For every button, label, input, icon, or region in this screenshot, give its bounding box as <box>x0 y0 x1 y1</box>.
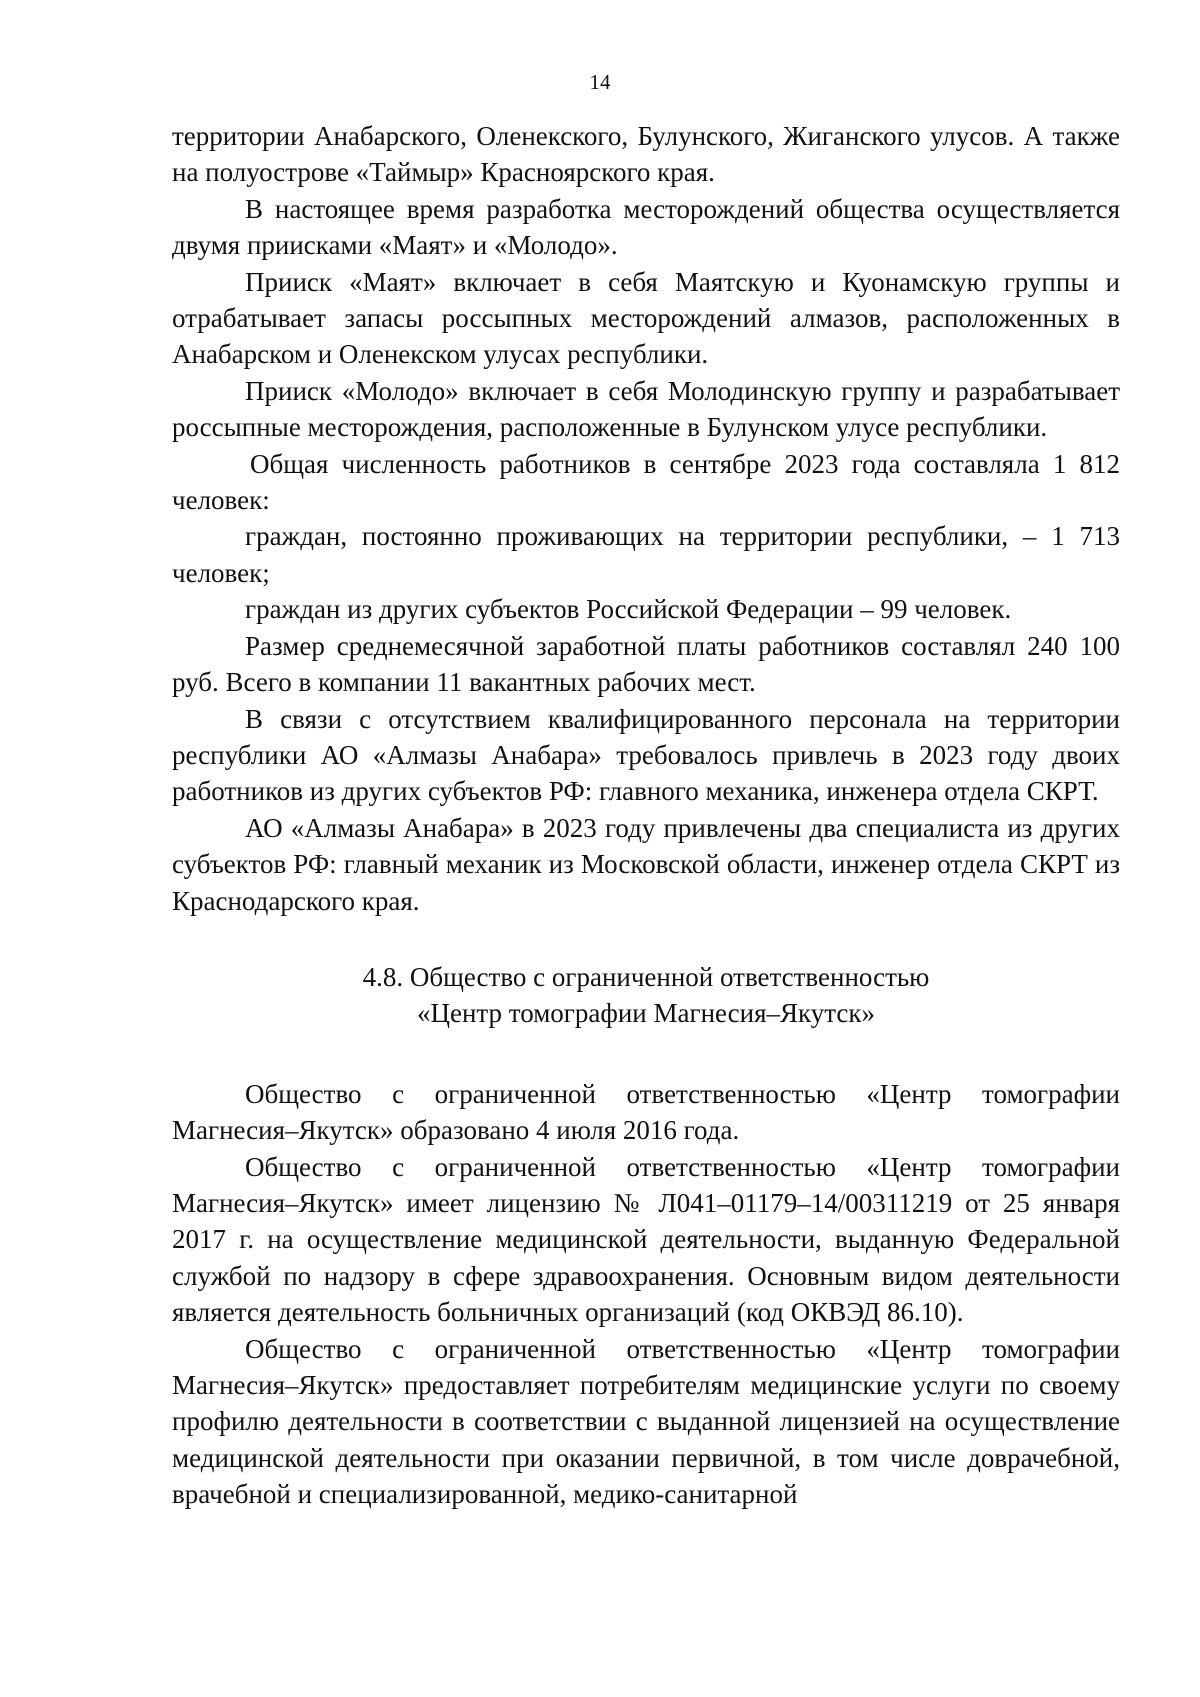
paragraph: граждан из других субъектов Российской Федерации – 99 человек. <box>245 594 1012 625</box>
body-text <box>172 118 1120 1513</box>
page-number: 14 <box>589 70 611 94</box>
section-heading <box>172 959 1120 1032</box>
paragraph: Прииск «Молодо» включает в себя Молодинскую группу и разрабатывает россыпные месторождения, расположенные в Булунском улусе республики. <box>172 375 1120 443</box>
paragraph: Общество с ограниченной ответственностью «Центр томографии Магнесия–Якутск» имеет лицензию № Л041–01179–14/00311219 от 25 января 2017 г. на осуществление медицинской деятельности, выданную Федеральной службой по надзору в сфере здравоохранения. Основным видом деятельности является деятельность больничных организаций (код ОКВЭД 86.10). <box>172 1151 1120 1328</box>
paragraph: АО «Алмазы Анабара» в 2023 году привлечены два специалиста из других субъектов РФ: главный механик из Московской области, инженер отдела СКРТ из Краснодарского края. <box>172 812 1120 916</box>
section-heading-line: «Центр томографии Магнесия–Якутск» <box>416 998 876 1029</box>
paragraph: Общество с ограниченной ответственностью «Центр томографии Магнесия–Якутск» образовано 4 июля 2016 года. <box>172 1078 1120 1146</box>
paragraph: Прииск «Маят» включает в себя Маятскую и Куонамскую группы и отрабатывает запасы россыпных месторождений алмазов, расположенных в Анабарском и Оленекском улусах республики. <box>172 266 1120 370</box>
paragraph: Размер среднемесячной заработной платы работников составлял 240 100 руб. Всего в компании 11 вакантных рабочих мест. <box>172 630 1120 698</box>
section-heading-line: 4.8. Общество с ограниченной ответственностью <box>362 961 930 992</box>
paragraph: В связи с отсутствием квалифицированного персонала на территории республики АО «Алмазы Анабара» требовалось привлечь в 2023 году двоих работников из других субъектов РФ: главного механика, инженера отдела СКРТ. <box>172 703 1120 807</box>
paragraph: Общая численность работников в сентябре 2023 года составляла 1 812 человек: <box>172 448 1120 516</box>
paragraph: граждан, постоянно проживающих на территории республики, – 1 713 человек; <box>172 521 1120 588</box>
paragraph: В настоящее время разработка месторождений общества осуществляется двумя приисками «Маят» и «Молодо». <box>172 193 1120 261</box>
paragraph-continuation: территории Анабарского, Оленекского, Булунского, Жиганского улусов. А также на полуострове «Таймыр» Красноярского края. <box>172 121 1120 188</box>
paragraph: Общество с ограниченной ответственностью «Центр томографии Магнесия–Якутск» предоставляет потребителям медицинские услуги по своему профилю деятельности в соответствии с выданной лицензией на осуществление медицинской деятельности при оказании первичной, в том числе доврачебной, врачебной и специализированной, медико-санитарной <box>172 1333 1120 1510</box>
